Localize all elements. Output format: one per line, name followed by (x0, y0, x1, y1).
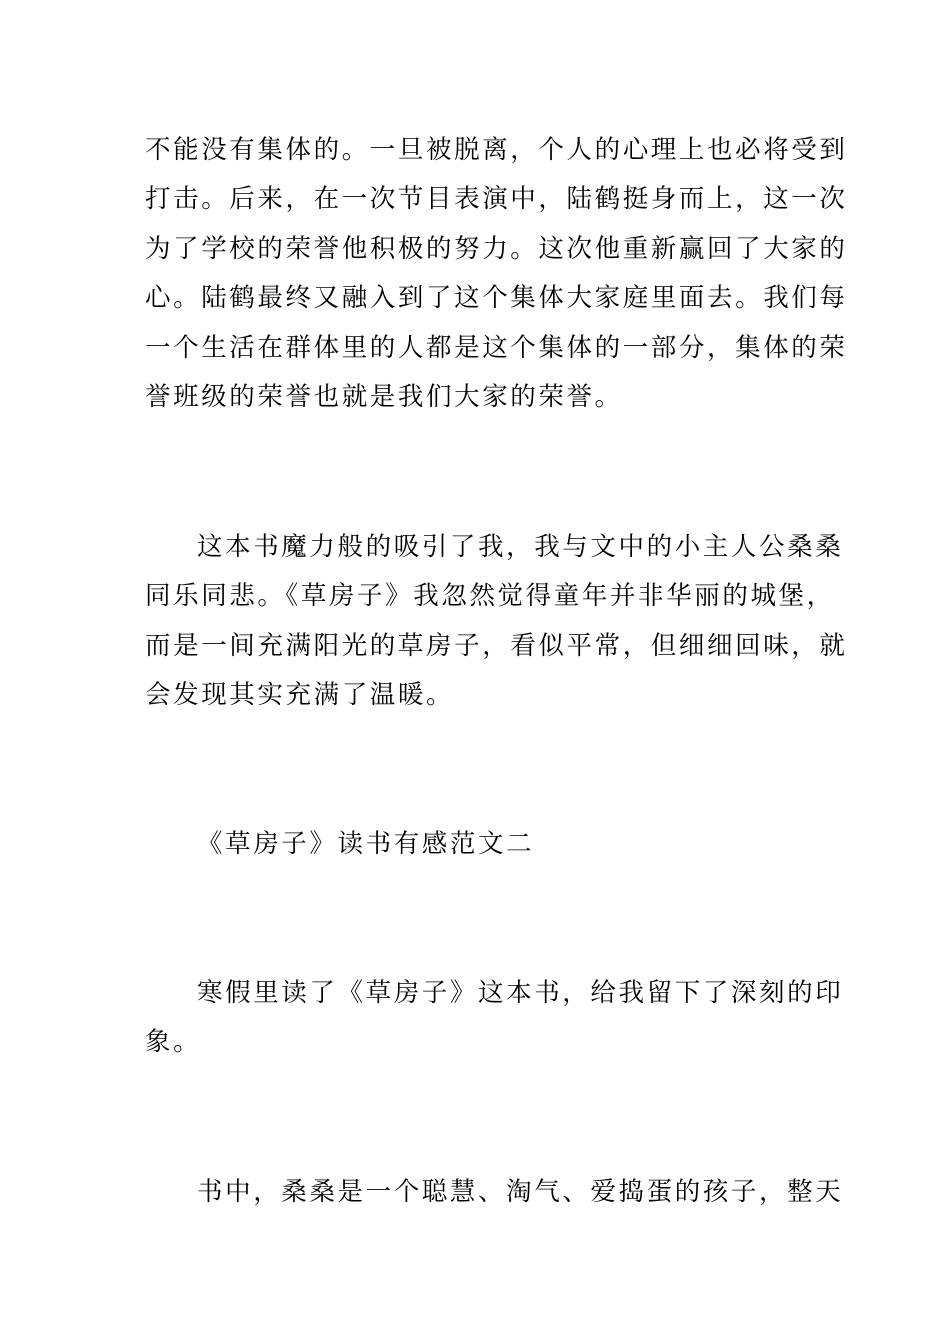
paragraph-line: 不能没有集体的。一旦被脱离，个人的心理上也必将受到 (145, 135, 848, 165)
paragraph-line: 会发现其实充满了温暖。 (145, 680, 455, 710)
paragraph-line: 为了学校的荣誉他积极的努力。这次他重新赢回了大家的 (145, 234, 848, 264)
paragraph-line: 誉班级的荣誉也就是我们大家的荣誉。 (145, 382, 623, 412)
paragraph-line: 书中，桑桑是一个聪慧、淘气、爱捣蛋的孩子，整天 (197, 1177, 844, 1207)
paragraph-line: 象。 (145, 1027, 202, 1057)
paragraph-line: 打击。后来，在一次节目表演中，陆鹤挺身而上，这一次 (145, 184, 848, 214)
paragraph-line: 心。陆鹤最终又融入到了这个集体大家庭里面去。我们每 (145, 283, 848, 313)
paragraph-line: 而是一间充满阳光的草房子，看似平常，但细细回味，就 (145, 631, 848, 661)
paragraph-line: 这本书魔力般的吸引了我，我与文中的小主人公桑桑 (197, 532, 844, 562)
paragraph-line: 寒假里读了《草房子》这本书，给我留下了深刻的印 (197, 978, 844, 1008)
paragraph-line: 一个生活在群体里的人都是这个集体的一部分，集体的荣 (145, 333, 848, 363)
section-heading: 《草房子》读书有感范文二 (197, 829, 535, 859)
paragraph-line: 同乐同悲。《草房子》我忽然觉得童年并非华丽的城堡， (145, 581, 835, 611)
